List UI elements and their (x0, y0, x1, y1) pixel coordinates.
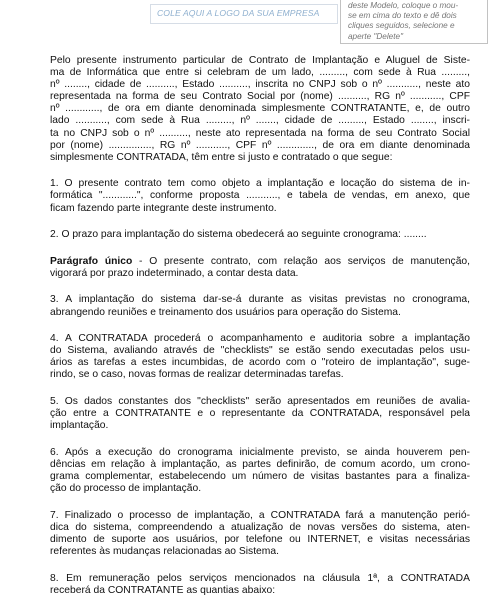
paragraph-line: nº ............, de ora em diante denominada simplesmente CONTRATANTE, e, de outro (50, 103, 470, 115)
paragraph-line: formática "............", conforme proposta ..........., e tabela de vendas, em anexo, que (50, 190, 470, 202)
paragraph-line: representada na forma de seu Contrato Social por (nome) .........., RG nº ..........., CPF (50, 91, 470, 103)
paragraph-line: referentes às mudanças relacionadas ao Sistema. (50, 545, 279, 557)
paragraph-line: dências em relação à implantação, as partes definirão, de comum acordo, um crono- (50, 458, 470, 470)
paragraph-line: dimento de suporte aos usuários, por telefone ou INTERNET, e visitas necessárias (50, 533, 470, 545)
note-line: aperte "Delete" (348, 31, 403, 41)
contract-paragraph (50, 256, 470, 280)
paragraph-line: 2. O prazo para implantação do sistema obedecerá ao seguinte cronograma: ........ (50, 229, 427, 241)
contract-body (50, 55, 470, 611)
paragraph-line: dica do sistema, compreendendo a atualização de novas versões do sistema, aten- (50, 521, 470, 533)
paragraph-line: lado ..........., com sede à Rua ........., nº ......., cidade de ........., Estado ........, inscri- (50, 115, 470, 127)
paragraph-line: ários as tarefas a estes incumbidas, de acordo com o "roteiro de implantação", suge- (50, 357, 470, 369)
contract-paragraph (50, 229, 470, 241)
contract-paragraph (50, 510, 470, 558)
paragraph-line: 5. Os dados constantes dos "checklists" serão apresentados em reuniões de avalia- (50, 395, 470, 407)
paragraph-line: 8. Em remuneração pelos serviços mencionados na cláusula 1ª, a CONTRATADA (50, 572, 470, 584)
logo-placeholder-text: COLE AQUI A LOGO DA SUA EMPRESA (157, 8, 320, 18)
paragraph-line: nº ........, cidade de .........., Estado .........., inscrita no CNPJ sob o nº ..........., neste ato (50, 79, 470, 91)
instruction-note (340, 0, 488, 44)
paragraph-line: 7. Finalizado o processo de implantação, a CONTRATADA fará a manutenção perió- (50, 509, 470, 521)
paragraph-line: grama complementar, estabelecendo um número de visitas bastantes para a finaliza- (50, 470, 470, 482)
paragraph-line: simplesmente CONTRATADA, têm entre si justo e contratado o que segue: (50, 151, 393, 163)
paragraph-line: rindo, se o caso, novas formas de realizar determinadas tarefas. (50, 369, 344, 381)
note-line: se em cima do texto e dê dois (348, 11, 457, 21)
contract-paragraph (50, 294, 470, 318)
paragraph-line: 3. A implantação do sistema dar-se-á durante as visitas previstas no cronograma, (50, 294, 470, 306)
paragraph-line: abrangendo reuniões e treinamento dos usuários para operação do Sistema. (50, 306, 401, 318)
paragraph-line: 4. A CONTRATADA procederá o acompanhamento e auditoria sobre a implantação (50, 333, 470, 345)
paragraph-line (50, 256, 470, 268)
contract-paragraph (50, 447, 470, 495)
paragraph-line: do Sistema, avaliando através de "checklists" se estão sendo executadas pelos usu- (50, 345, 470, 357)
paragraph-line-text: - O presente contrato, com relação aos serviços de manutenção, (132, 255, 471, 267)
contract-paragraph (50, 573, 470, 597)
paragraph-line: 6. Após a execução do cronograma inicialmente previsto, se ainda houverem pen- (50, 446, 470, 458)
paragraph-line: implantação. (50, 420, 109, 432)
paragraph-line: receberá da CONTRATANTE as quantias abaixo: (50, 584, 276, 596)
paragraph-bold-lead: Parágrafo único (50, 255, 133, 267)
paragraph-line: vigorará por prazo indeterminado, a contar desta data. (50, 267, 299, 279)
paragraph-line: Pelo presente instrumento particular de Contrato de Implantação e Aluguel de Siste- (50, 55, 470, 66)
paragraph-line: ta no CNPJ sob o nº .........., neste ato representada na forma de seu Contrato Social (50, 127, 470, 139)
contract-paragraph (50, 333, 470, 381)
paragraph-line: ção entre a CONTRATANTE e o representante da CONTRATADA, responsável pela (50, 408, 470, 420)
paragraph-line: ma de Informática que entre si celebram de um lado, ........., com sede à Rua ........., (50, 67, 470, 79)
paragraph-line: ção do processo de implantação. (50, 483, 202, 495)
paragraph-line: 1. O presente contrato tem como objeto a implantação e locação do sistema de in- (50, 178, 470, 190)
note-line: deste Modelo, coloque o mou- (348, 1, 459, 10)
note-line: cliques seguidos, selecione e (348, 21, 455, 31)
paragraph-line: por (nome) ..............., RG nº ..........., CPF nº ............., de ora em diante denominada (50, 139, 470, 151)
contract-paragraph (50, 396, 470, 432)
paragraph-line: ficam fazendo parte integrante deste instrumento. (50, 202, 277, 214)
contract-paragraph (50, 178, 470, 214)
contract-paragraph (50, 55, 470, 164)
